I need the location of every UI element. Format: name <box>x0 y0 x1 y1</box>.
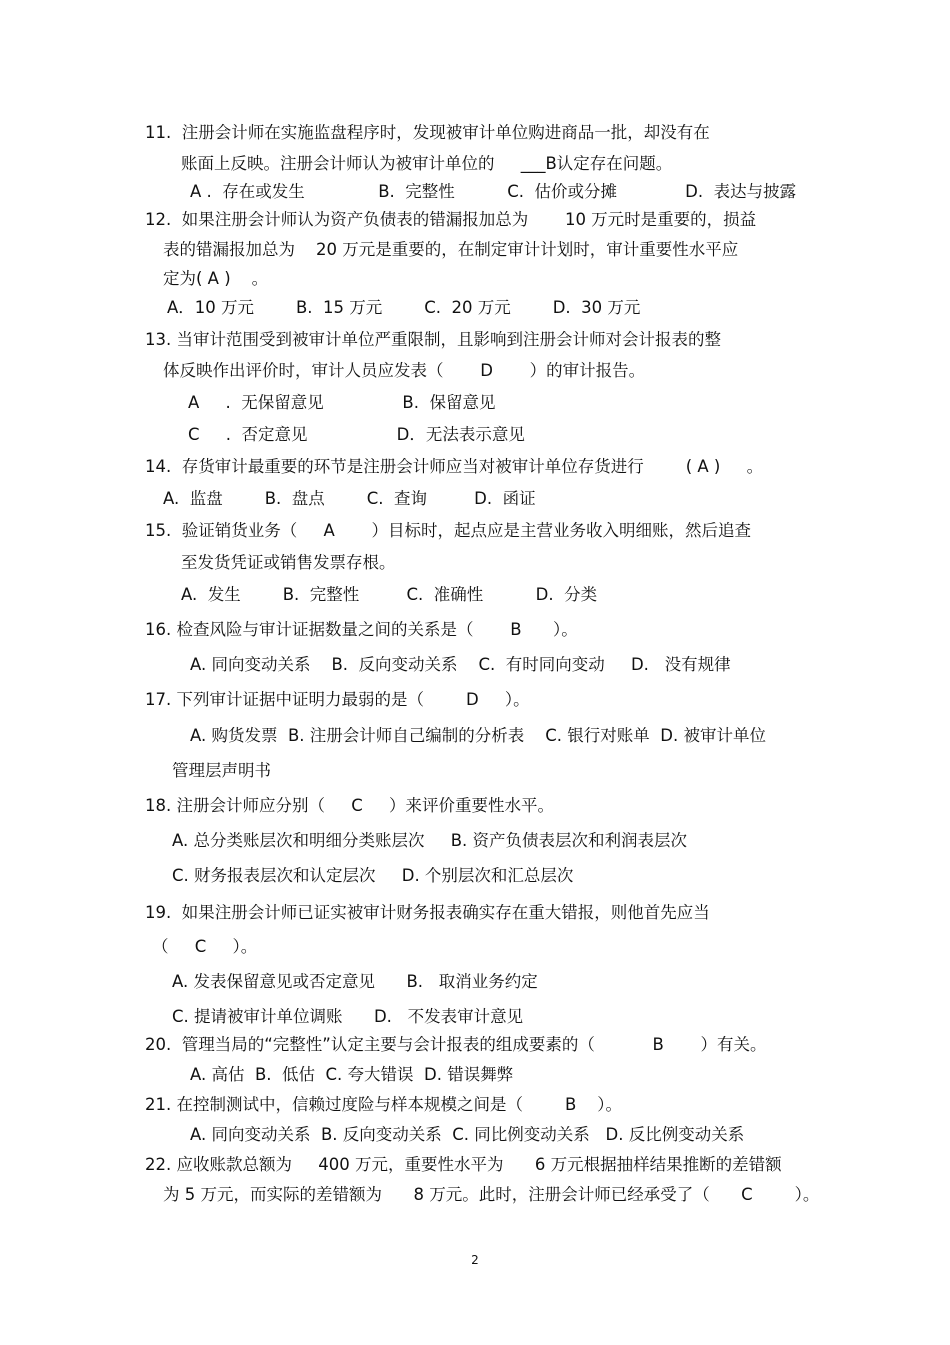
q17-options-cont: 管理层声明书 <box>172 761 271 780</box>
q12-options: A．10 万元 B. 15 万元 C. 20 万元 D. 30 万元 <box>167 298 641 317</box>
q13-options-ab: A . 无保留意见 B. 保留意见 <box>188 393 496 412</box>
q13-line2: 体反映作出评价时，审计人员应发表（ D ）的审计报告。 <box>163 361 646 380</box>
q11-line1: 11. 注册会计师在实施监盘程序时，发现被审计单位购进商品一批，却没有在 <box>145 123 710 142</box>
q12-line2: 表的错漏报加总为 20 万元是重要的，在制定审计计划时，审计重要性水平应 <box>163 240 739 259</box>
q11-options: A . 存在或发生 B. 完整性 C. 估价或分摊 D. 表达与披露 <box>190 182 797 201</box>
q12-line1: 12. 如果注册会计师认为资产负债表的错漏报加总为 10 万元时是重要的，损益 <box>145 210 757 229</box>
q16-options: A. 同向变动关系 B. 反向变动关系 C. 有时同向变动 D. 没有规律 <box>190 655 731 674</box>
q14-line1: 14. 存货审计最重要的环节是注册会计师应当对被审计单位存货进行 ( A ) 。 <box>145 457 764 476</box>
page-number: 2 <box>471 1253 479 1267</box>
q18-line1: 18. 注册会计师应分别（ C ）来评价重要性水平。 <box>145 796 554 815</box>
q21-line1: 21. 在控制测试中，信赖过度险与样本规模之间是（ B ）。 <box>145 1095 622 1114</box>
q19-line1: 19. 如果注册会计师已证实被审计财务报表确实存在重大错报，则他首先应当 <box>145 903 710 922</box>
q15-line2: 至发货凭证或销售发票存根。 <box>181 553 396 572</box>
q22-line1: 22. 应收账款总额为 400 万元，重要性水平为 6 万元根据抽样结果推断的差错额 <box>145 1155 782 1174</box>
q19-options-cd: C. 提请被审计单位调账 D. 不发表审计意见 <box>172 1007 524 1026</box>
q17-options: A. 购货发票 B. 注册会计师自己编制的分析表 C. 银行对账单 D. 被审计单位 <box>190 726 766 745</box>
q15-line1: 15. 验证销货业务（ A ）目标时，起点应是主营业务收入明细账，然后追查 <box>145 521 751 540</box>
q12-line3: 定为( A ) 。 <box>163 269 269 288</box>
q13-line1: 13. 当审计范围受到被审计单位严重限制，且影响到注册会计师对会计报表的整 <box>145 330 721 349</box>
q20-line1: 20. 管理当局的“完整性”认定主要与会计报表的组成要素的（ B ）有关。 <box>145 1035 767 1054</box>
q17-line1: 17. 下列审计证据中证明力最弱的是（ D ）。 <box>145 690 530 709</box>
q22-line2: 为 5 万元，而实际的差错额为 8 万元。此时，注册会计师已经承受了（ C ）。 <box>163 1185 820 1204</box>
q11-line2: 账面上反映。注册会计师认为被审计单位的 ___B认定存在问题。 <box>181 154 673 173</box>
q13-options-cd: C . 否定意见 D．无法表示意见 <box>188 425 525 444</box>
q18-options-ab: A. 总分类账层次和明细分类账层次 B. 资产负债表层次和利润表层次 <box>172 831 688 850</box>
q18-options-cd: C. 财务报表层次和认定层次 D. 个别层次和汇总层次 <box>172 866 574 885</box>
q19-options-ab: A. 发表保留意见或否定意见 B. 取消业务约定 <box>172 972 538 991</box>
q19-line2: （ C ）。 <box>152 937 258 956</box>
q21-options: A. 同向变动关系 B. 反向变动关系 C. 同比例变动关系 D. 反比例变动关系 <box>190 1125 745 1144</box>
q16-line1: 16. 检查风险与审计证据数量之间的关系是（ B ）。 <box>145 620 578 639</box>
q15-options: A. 发生 B. 完整性 C. 准确性 D. 分类 <box>181 585 598 604</box>
q20-options: A. 高估 B. 低估 C. 夸大错误 D. 错误舞弊 <box>190 1065 514 1084</box>
q14-options: A. 监盘 B. 盘点 C. 查询 D. 函证 <box>163 489 536 508</box>
